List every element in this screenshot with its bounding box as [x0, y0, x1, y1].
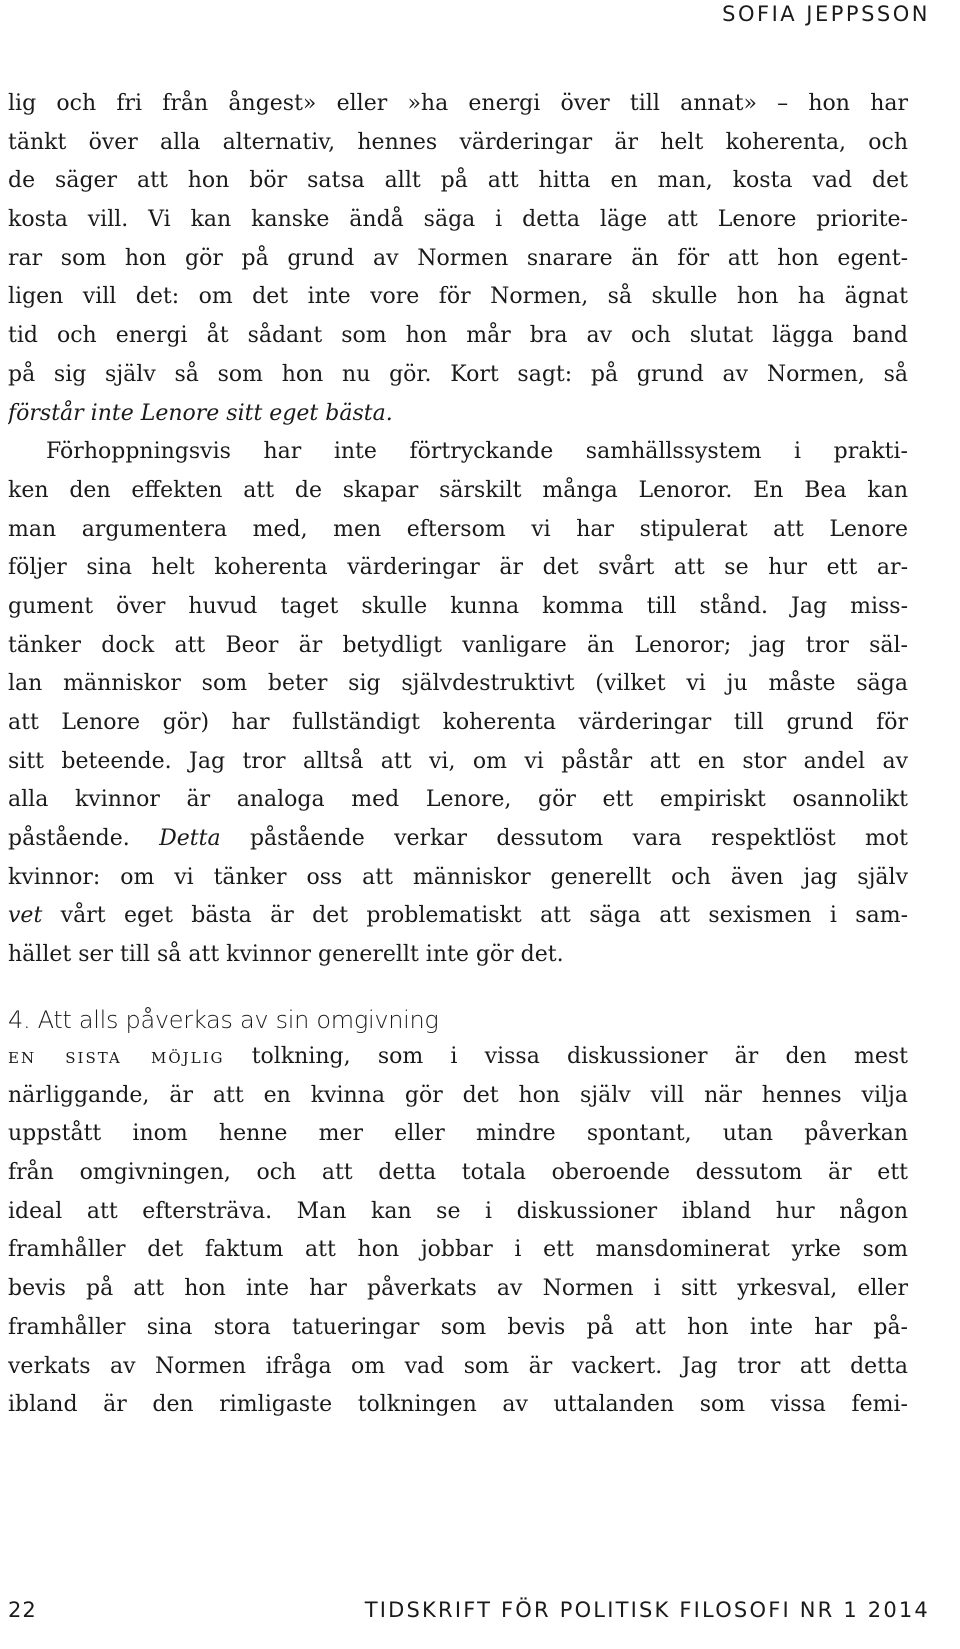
text-fragment: påstående.: [8, 826, 160, 852]
text-fragment: vårt eget bästa är det problematiskt att säga att sexismen i sam-: [42, 903, 908, 929]
text-line: framhåller sina stora tatueringar som bevis på att hon inte har på-: [8, 1314, 908, 1340]
emphasis-text: Detta: [159, 826, 221, 852]
text-line: tid och energi åt sådant som hon mår bra av och slutat lägga band: [8, 323, 908, 349]
emphasis-text: vet: [8, 903, 43, 929]
section-heading: 4. Att alls påverkas av sin omgivning: [8, 1006, 439, 1034]
text-fragment: tolkning, som i vissa diskussioner är den mest: [224, 1044, 908, 1069]
text-line: gument över huvud taget skulle kunna komma till stånd. Jag miss-: [8, 593, 908, 619]
text-line: på sig själv så som hon nu gör. Kort sagt: på grund av Normen, så: [8, 361, 908, 387]
text-line: sitt beteende. Jag tror alltså att vi, om vi påstår att en stor andel av: [8, 748, 908, 774]
text-line: alla kvinnor är analoga med Lenore, gör ett empiriskt osannolikt: [8, 787, 908, 813]
text-line: ken den effekten att de skapar särskilt många Lenoror. En Bea kan: [8, 477, 908, 503]
section-lead-line: [8, 1038, 908, 1077]
text-line: kvinnor: om vi tänker oss att människor generellt och även jag själv: [8, 864, 908, 890]
text-line: ideal att eftersträva. Man kan se i diskussioner ibland hur någon: [8, 1198, 908, 1224]
text-line: ligen vill det: om det inte vore för Normen, så skulle hon ha ägnat: [8, 284, 908, 310]
text-fragment: påstående verkar dessutom vara respektlöst mot: [220, 826, 908, 852]
text-line: framhåller det faktum att hon jobbar i ett mansdominerat yrke som: [8, 1237, 908, 1263]
text-line: kosta vill. Vi kan kanske ändå säga i detta läge att Lenore priorite-: [8, 207, 908, 233]
running-head-author: SOFIA JEPPSSON: [722, 2, 930, 26]
text-line: lan människor som beter sig självdestruktivt (vilket vi ju måste säga: [8, 671, 908, 697]
text-line: [8, 897, 908, 936]
text-line: uppstått inom henne mer eller mindre spontant, utan påverkan: [8, 1121, 908, 1147]
body-text-section: [8, 1038, 908, 1425]
paragraph-start-line: Förhoppningsvis har inte förtryckande samhällssystem i prakti-: [46, 439, 908, 465]
text-line: ibland är den rimligaste tolkningen av uttalanden som vissa femi-: [8, 1392, 908, 1418]
text-line: att Lenore gör) har fullständigt koherenta värderingar till grund för: [8, 710, 908, 735]
body-text-top: [8, 85, 908, 975]
text-line: närliggande, är att en kvinna gör det hon själv vill när hennes vilja: [8, 1082, 908, 1108]
lead-in-smallcaps: en sista möjlig: [8, 1044, 225, 1069]
text-line-italic: förstår inte Lenore sitt eget bästa.: [8, 400, 393, 426]
text-line: från omgivningen, och att detta totala oberoende dessutom är ett: [8, 1160, 908, 1186]
page-number: 22: [8, 1598, 37, 1622]
text-line: verkats av Normen ifråga om vad som är vackert. Jag tror att detta: [8, 1353, 908, 1379]
text-line: [8, 820, 908, 859]
text-line: de säger att hon bör satsa allt på att hitta en man, kosta vad det: [8, 168, 908, 194]
text-line: hället ser till så att kvinnor generellt inte gör det.: [8, 942, 564, 968]
text-line: lig och fri från ångest» eller »ha energi över till annat» – hon har: [8, 91, 908, 116]
text-line: man argumentera med, men eftersom vi har stipulerat att Lenore: [8, 516, 908, 542]
text-line: rar som hon gör på grund av Normen snarare än för att hon egent-: [8, 245, 908, 271]
text-line: följer sina helt koherenta värderingar är det svårt att se hur ett ar-: [8, 555, 908, 581]
text-line: bevis på att hon inte har påverkats av Normen i sitt yrkesval, eller: [8, 1276, 908, 1302]
journal-title: TIDSKRIFT FÖR POLITISK FILOSOFI NR 1 2014: [364, 1598, 930, 1622]
text-line: tänker dock att Beor är betydligt vanligare än Lenoror; jag tror säl-: [8, 632, 908, 658]
text-line: tänkt över alla alternativ, hennes värderingar är helt koherenta, och: [8, 129, 908, 155]
